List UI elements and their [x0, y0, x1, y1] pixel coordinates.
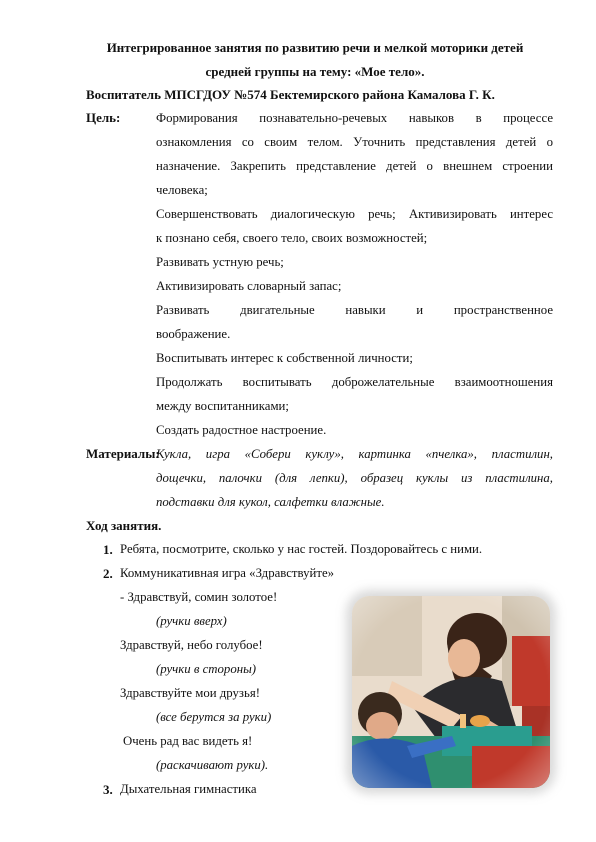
- list-item-2-text: Коммуникативная игра «Здравствуйте»: [120, 566, 335, 580]
- materials-label: Материалы:: [86, 446, 160, 461]
- materials-line: Кукла, игра «Собери куклу», картинка «пчелка», пластилин,: [156, 447, 553, 461]
- list-number: 3.: [103, 782, 113, 797]
- poem-line: Здравствуй, небо голубое!: [120, 638, 263, 652]
- goal-line: Создать радостное настроение.: [156, 423, 327, 437]
- goal-line: Формирования познавательно-речевых навыков в процессе: [156, 111, 553, 125]
- goal-line: Воспитывать интерес к собственной личности;: [156, 351, 413, 365]
- goal-line: к познано себя, своего тело, своих возможностей;: [156, 231, 428, 245]
- poem-stage-direction: (раскачивают руки).: [156, 758, 269, 772]
- goal-line: человека;: [156, 183, 208, 197]
- poem-stage-direction: (все берутся за руки): [156, 710, 272, 724]
- goal-line: назначение. Закрепить представление детей о внешнем строении: [156, 159, 553, 173]
- poem-line: Очень рад вас видеть я!: [123, 734, 253, 748]
- goal-line: Развивать устную речь;: [156, 255, 284, 269]
- poem-line: Здравствуйте мои друзья!: [120, 686, 260, 700]
- goal-line: Активизировать словарный запас;: [156, 279, 342, 293]
- poem-stage-direction: (ручки в стороны): [156, 662, 257, 676]
- goal-line: воображение.: [156, 327, 231, 341]
- goal-line: ознакомления со своим телом. Уточнить представления детей о: [156, 135, 553, 149]
- goal-line: Совершенствовать диалогическую речь; Активизировать интерес: [156, 207, 553, 221]
- course-heading: Ход занятия.: [86, 518, 162, 533]
- list-item-3-text: Дыхательная гимнастика: [120, 782, 257, 796]
- teacher-line: Воспитатель МПСГДОУ №574 Бектемирского района Камалова Г. К.: [86, 87, 495, 102]
- poem-stage-direction: (ручки вверх): [156, 614, 227, 628]
- list-item-1-text: Ребята, посмотрите, сколько у нас гостей. Поздоровайтесь с ними.: [120, 542, 483, 556]
- poem-line: - Здравствуй, сомин золотое!: [120, 590, 278, 604]
- list-number: 2.: [103, 566, 113, 581]
- goal-line: между воспитанниками;: [156, 399, 289, 413]
- materials-line: дощечки, палочки (для лепки), образец куклы из пластилина,: [156, 471, 553, 485]
- list-number: 1.: [103, 542, 113, 557]
- goal-label: Цель:: [86, 110, 121, 125]
- goal-line: Продолжать воспитывать доброжелательные взаимоотношения: [156, 375, 553, 389]
- classroom-photo: [352, 596, 550, 788]
- materials-line: подставки для кукол, салфетки влажные.: [156, 495, 385, 509]
- goal-line: Развивать двигательные навыки и пространственное: [156, 303, 553, 317]
- document-title-line1: Интегрированное занятия по развитию речи и мелкой моторики детей: [106, 40, 524, 55]
- document-title-line2: средней группы на тему: «Мое тело».: [205, 64, 425, 79]
